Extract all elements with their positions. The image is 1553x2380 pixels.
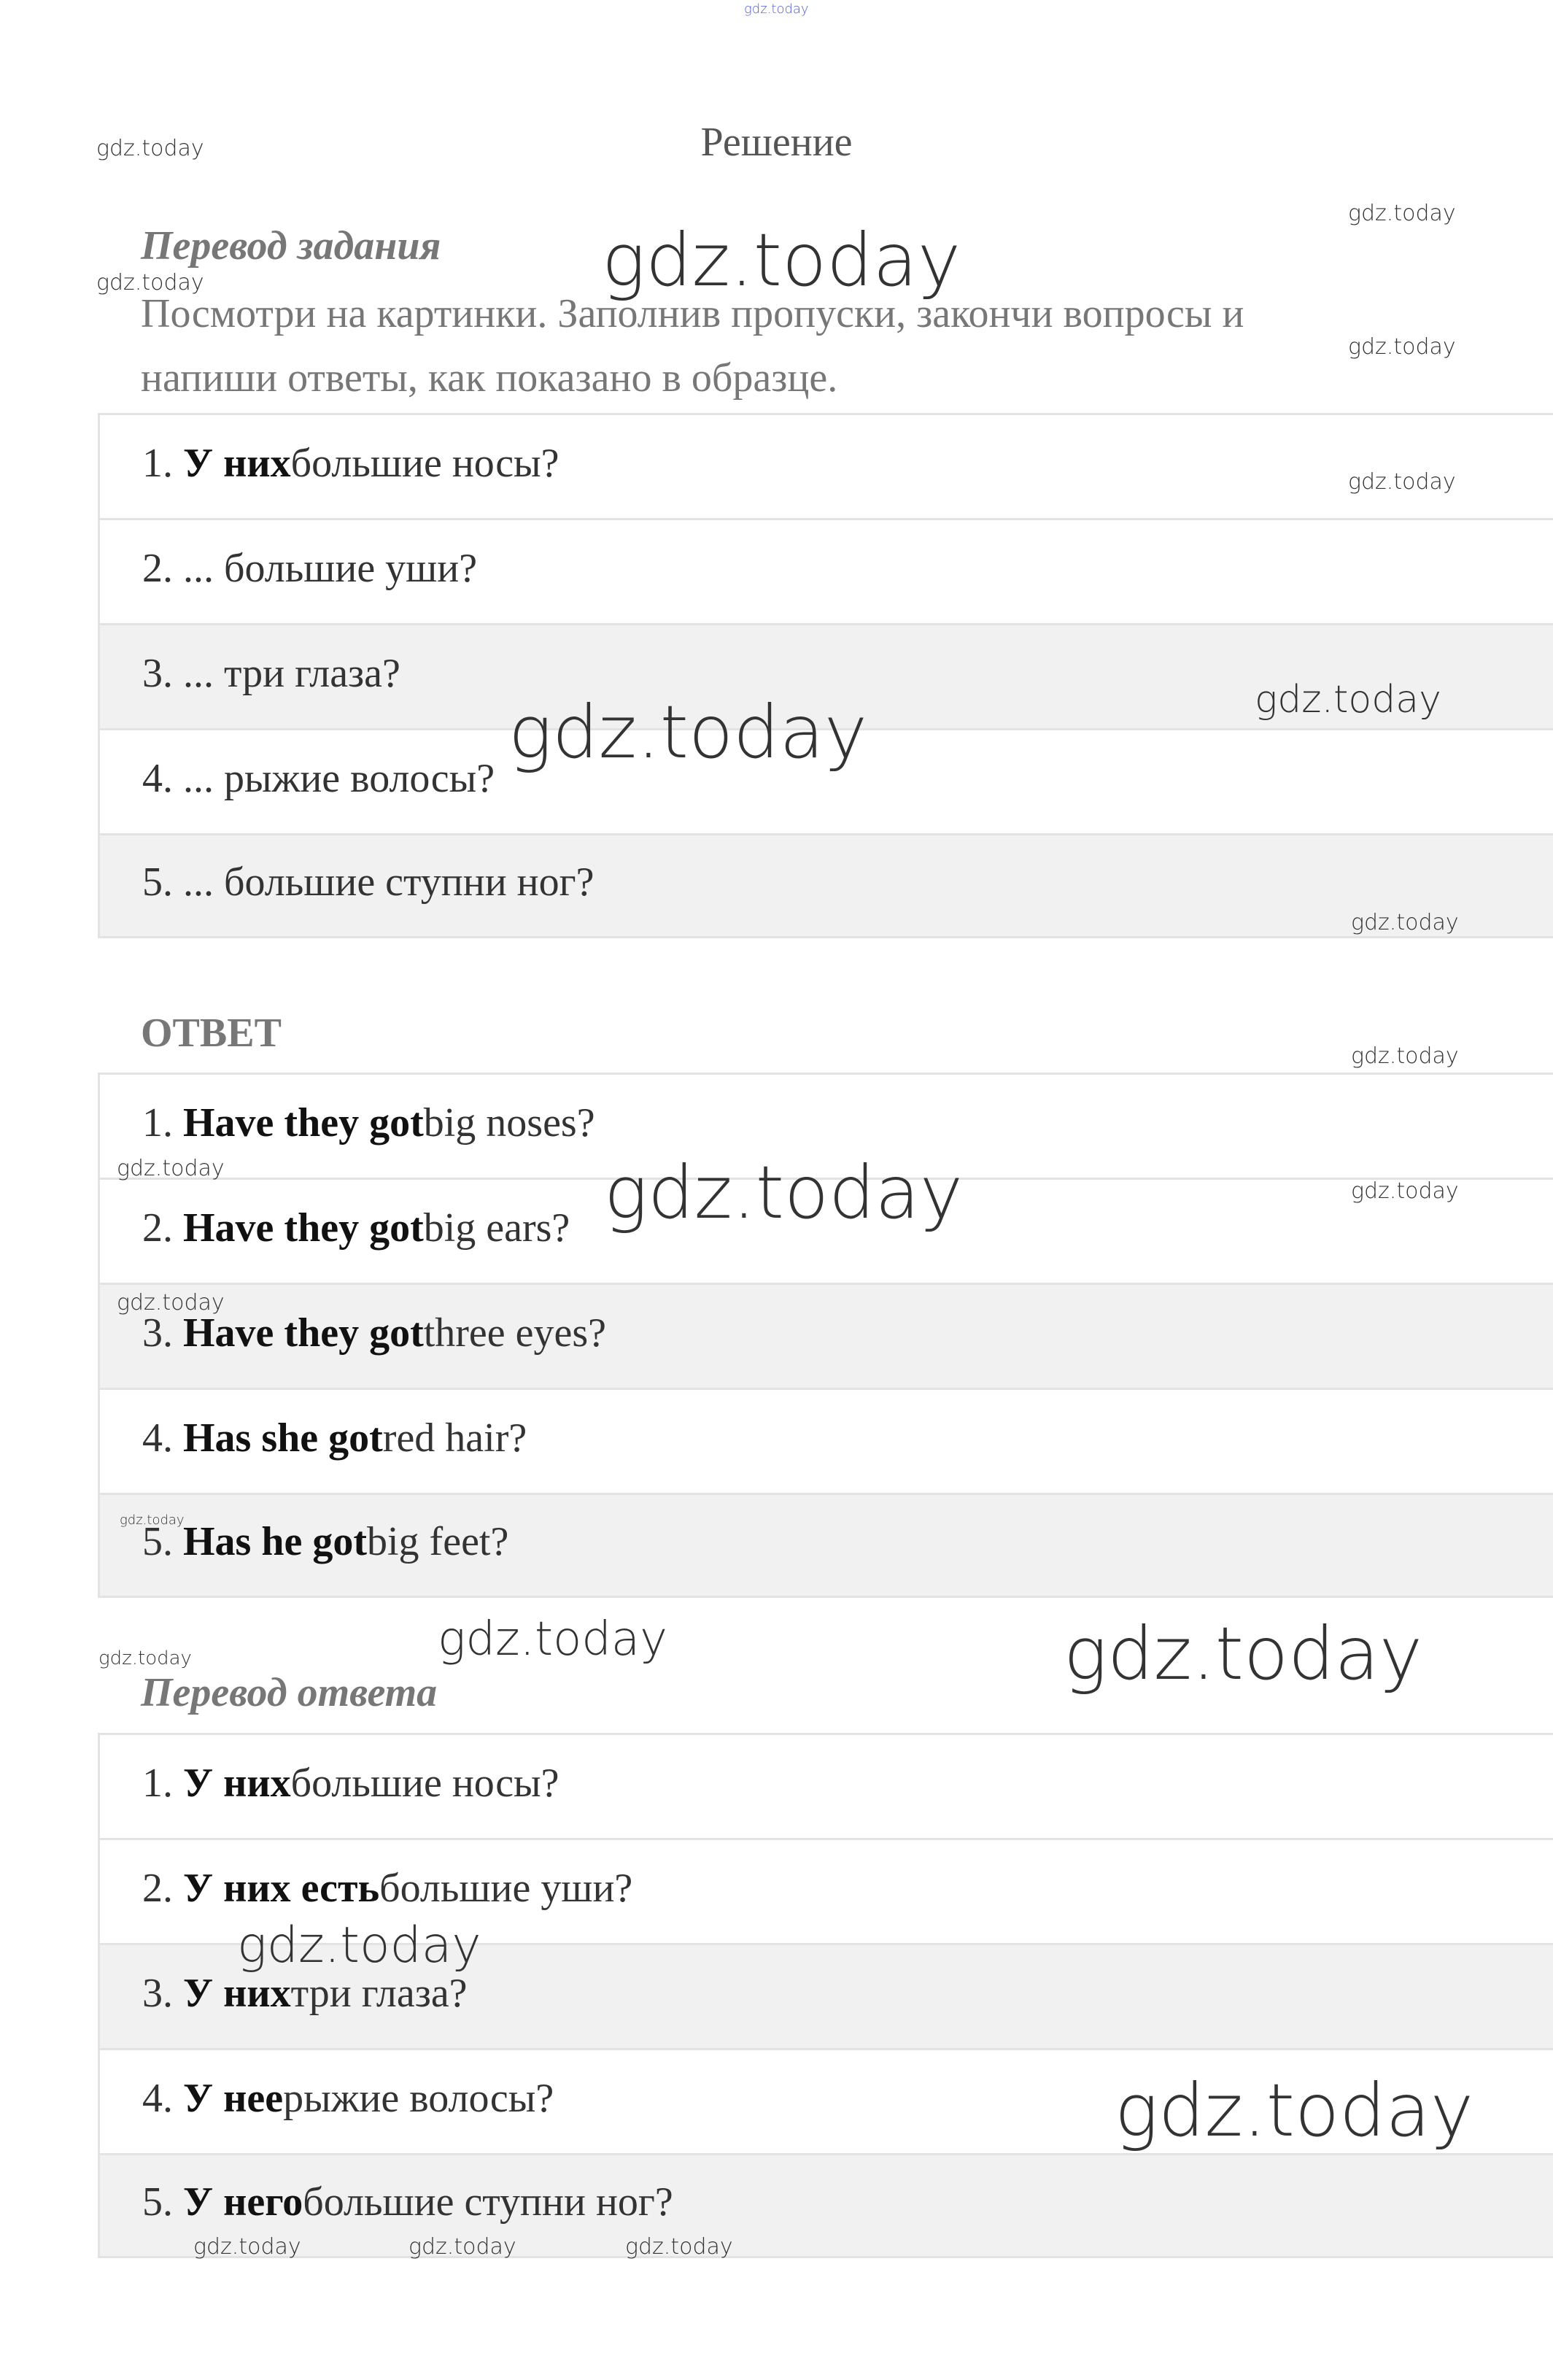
watermark: gdz.today bbox=[1348, 201, 1456, 226]
watermark: gdz.today bbox=[508, 689, 868, 775]
watermark: gdz.today bbox=[604, 1150, 964, 1235]
task-row-3: 3. ... три глаза? bbox=[98, 623, 1553, 728]
translation-table bbox=[98, 1733, 1553, 2258]
translation-row-5: 5. У него большие ступни ног? bbox=[98, 2153, 1553, 2258]
watermark: gdz.today bbox=[1348, 334, 1456, 360]
task-row-5: 5. ... большие ступни ног? bbox=[98, 833, 1553, 938]
watermark: gdz.today bbox=[744, 1, 809, 17]
watermark: gdz.today bbox=[1115, 2068, 1474, 2153]
translation-heading: Перевод ответа bbox=[141, 1670, 438, 1715]
task-table bbox=[98, 413, 1553, 938]
watermark: gdz.today bbox=[237, 1917, 481, 1974]
watermark: gdz.today bbox=[98, 1647, 192, 1669]
watermark: gdz.today bbox=[602, 217, 961, 303]
watermark: gdz.today bbox=[117, 1290, 225, 1315]
watermark: gdz.today bbox=[438, 1612, 667, 1666]
answer-row-1: 1. Have they got big noses? bbox=[98, 1073, 1553, 1178]
watermark: gdz.today bbox=[625, 2234, 733, 2260]
watermark: gdz.today bbox=[1064, 1611, 1423, 1696]
task-row-1: 1. У них большие носы? bbox=[98, 413, 1553, 518]
watermark: gdz.today bbox=[120, 1512, 185, 1528]
answer-heading: ОТВЕТ bbox=[141, 1011, 282, 1056]
watermark: gdz.today bbox=[96, 136, 204, 161]
watermark: gdz.today bbox=[408, 2234, 516, 2260]
translation-row-3: 3. У них три глаза? bbox=[98, 1943, 1553, 2048]
answer-row-4: 4. Has she got red hair? bbox=[98, 1388, 1553, 1493]
task-text: Посмотри на картинки. Заполнив пропуски, закончи вопросы и напиши ответы, как показано в образце. bbox=[141, 291, 1244, 401]
translation-row-4: 4. У нее рыжие волосы? bbox=[98, 2048, 1553, 2153]
watermark: gdz.today bbox=[117, 1156, 225, 1181]
watermark: gdz.today bbox=[1348, 469, 1456, 495]
watermark: gdz.today bbox=[96, 270, 204, 295]
translation-row-2: 2. У них есть большие уши? bbox=[98, 1838, 1553, 1943]
translation-row-1: 1. У них большие носы? bbox=[98, 1733, 1553, 1838]
task-row-4: 4. ... рыжие волосы? bbox=[98, 728, 1553, 833]
watermark: gdz.today bbox=[1255, 678, 1441, 722]
watermark: gdz.today bbox=[1351, 1043, 1459, 1069]
answer-row-3: 3. Have they got three eyes? bbox=[98, 1283, 1553, 1388]
watermark: gdz.today bbox=[1351, 910, 1459, 935]
task-row-2: 2. ... большие уши? bbox=[98, 518, 1553, 623]
watermark: gdz.today bbox=[1351, 1178, 1459, 1204]
task-heading: Перевод задания bbox=[141, 223, 441, 268]
watermark: gdz.today bbox=[193, 2234, 301, 2260]
page-title: Решение bbox=[700, 120, 853, 165]
answer-row-5: 5. Has he got big feet? bbox=[98, 1493, 1553, 1598]
answer-row-2: 2. Have they got big ears? bbox=[98, 1178, 1553, 1283]
